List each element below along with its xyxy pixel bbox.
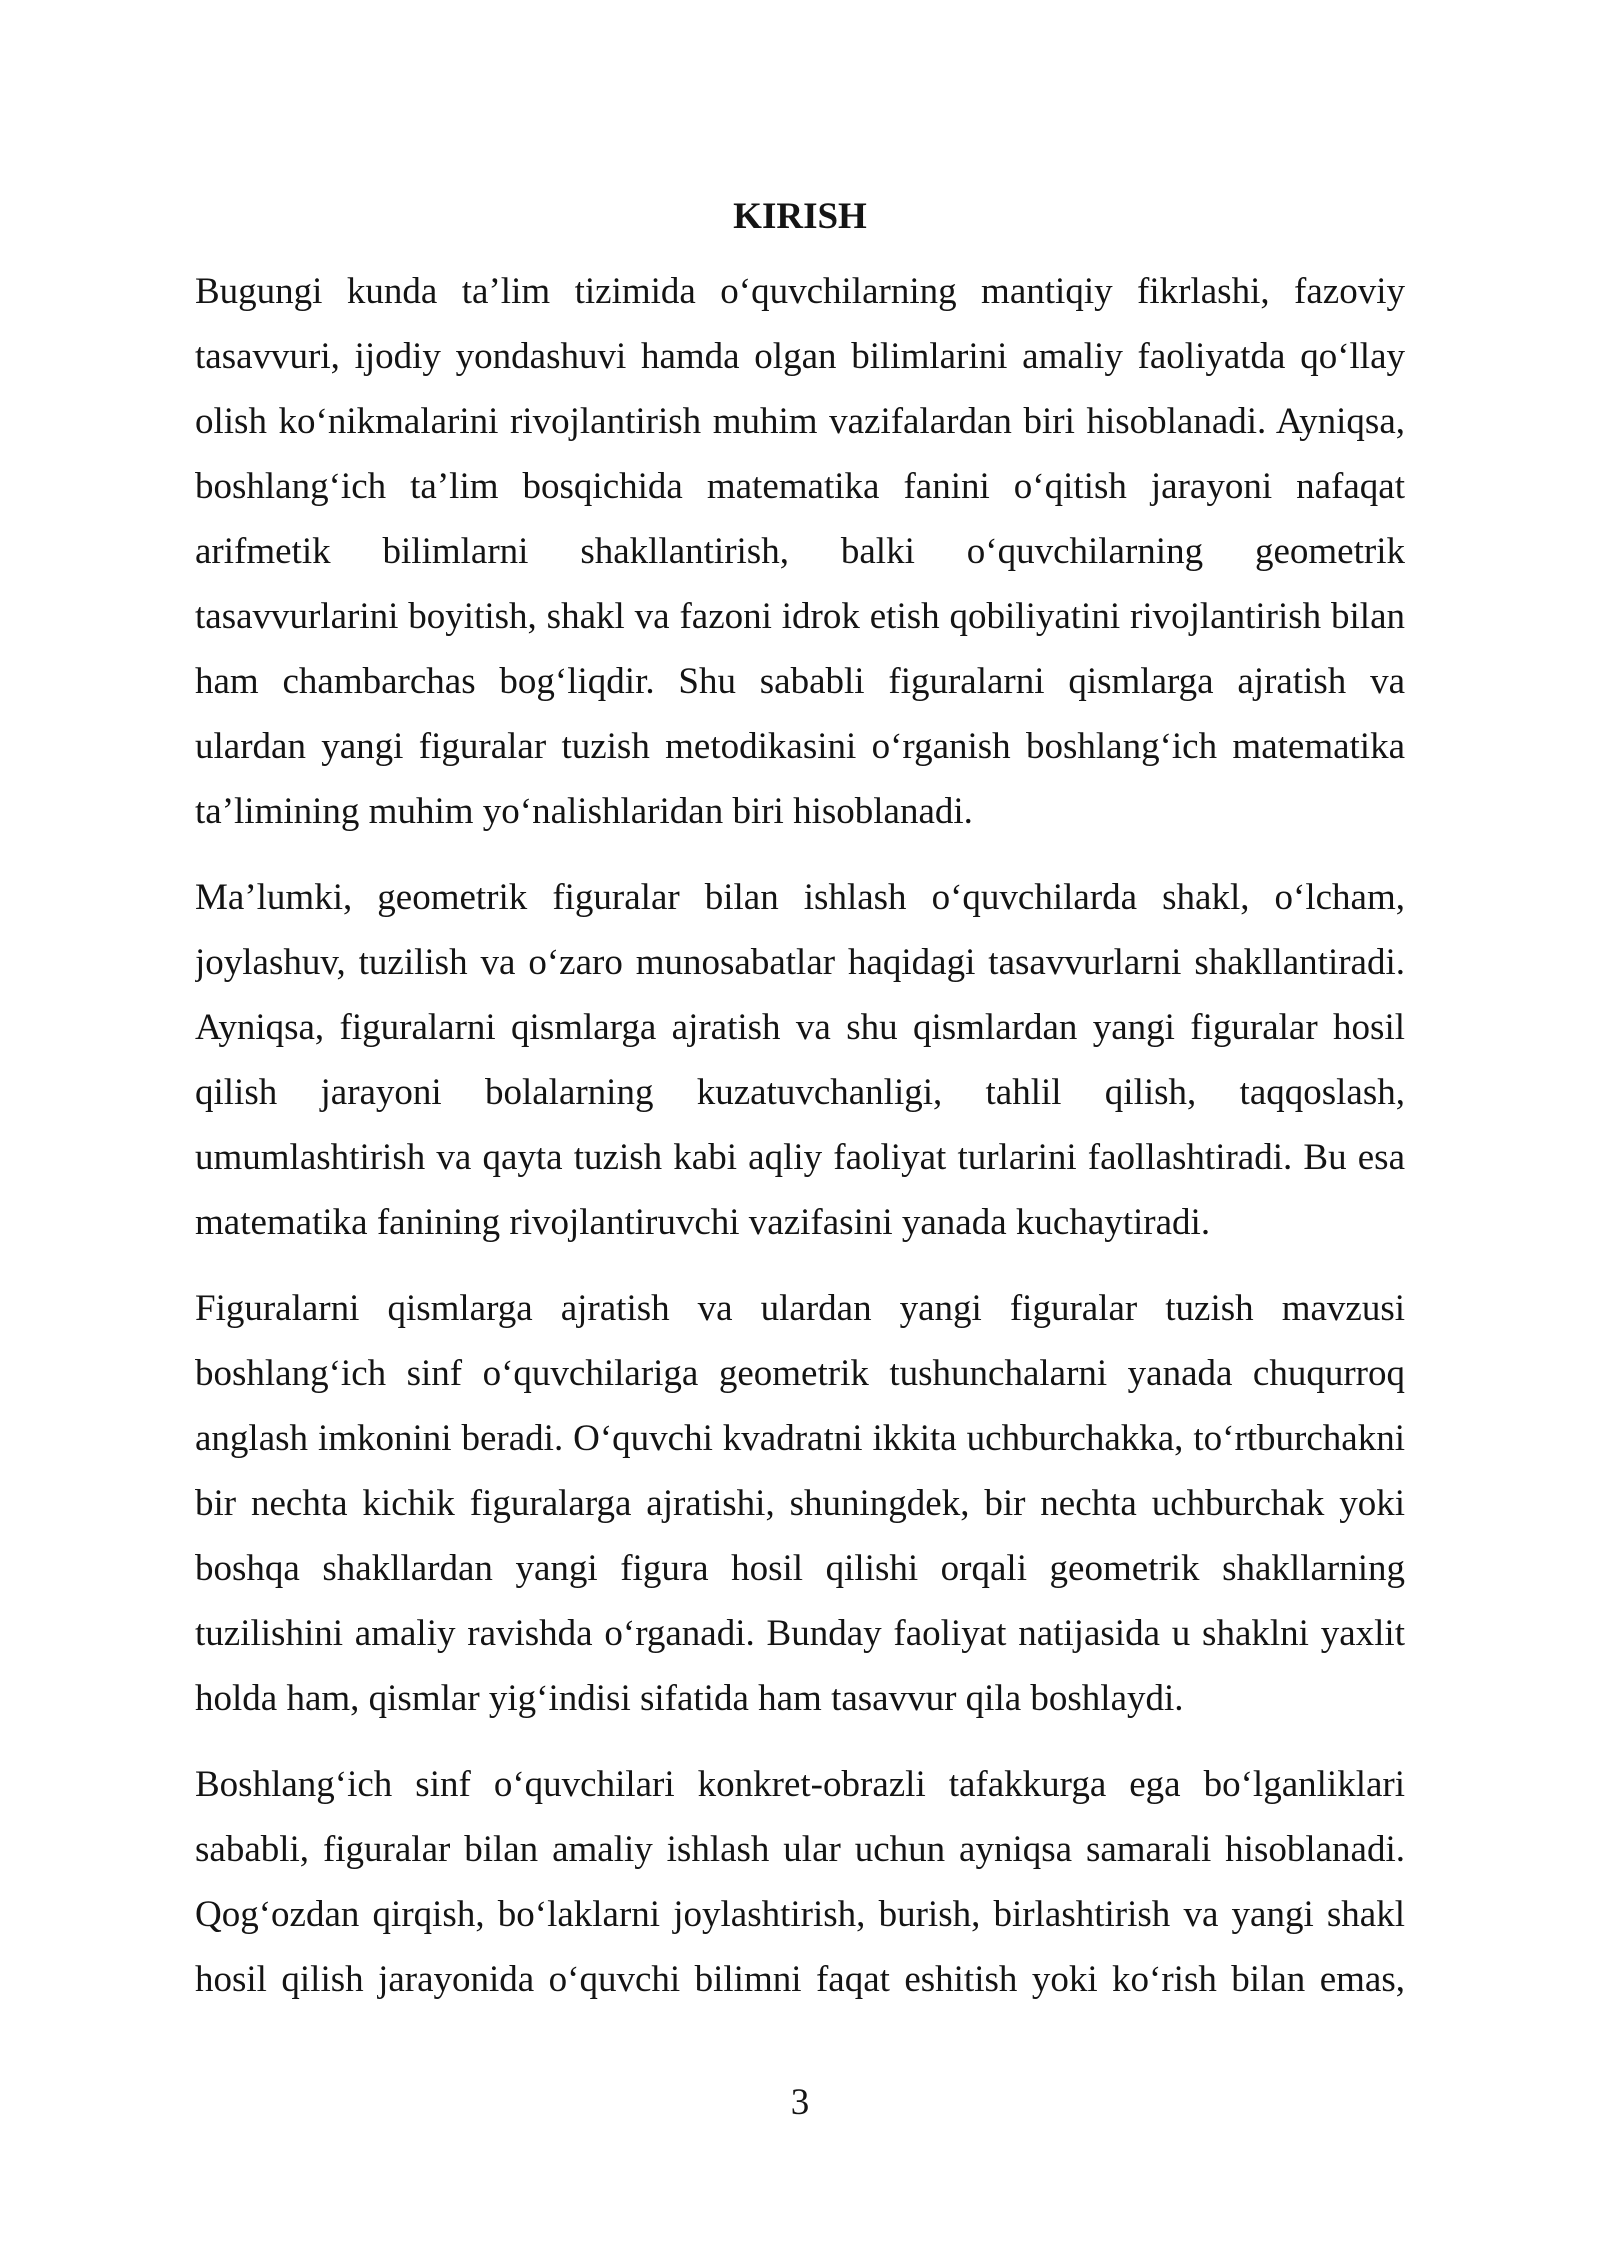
text-line: boshlang‘ich ta’lim bosqichida matematika fanini o‘qitish jarayoni nafaqat: [195, 466, 1405, 507]
text-line: Bugungi kunda ta’lim tizimida o‘quvchilarning mantiqiy fikrlashi, fazoviy: [195, 271, 1405, 312]
text-line: tuzilishini amaliy ravishda o‘rganadi. Bunday faoliyat natijasida u shaklni yaxlit: [195, 1613, 1405, 1654]
text-line: bir nechta kichik figuralarga ajratishi, shuningdek, bir nechta uchburchak yoki: [195, 1483, 1405, 1524]
text-line: hosil qilish jarayonida o‘quvchi bilimni faqat eshitish yoki ko‘rish bilan emas,: [195, 1959, 1405, 2000]
text-line: qilish jarayoni bolalarning kuzatuvchanligi, tahlil qilish, taqqoslash,: [195, 1072, 1405, 1113]
paragraph-1: [195, 259, 1405, 844]
text-line: tasavvurlarini boyitish, shakl va fazoni idrok etish qobiliyatini rivojlantirish bilan: [195, 596, 1405, 637]
paragraph-2: [195, 865, 1405, 1255]
text-line: anglash imkonini beradi. O‘quvchi kvadratni ikkita uchburchakka, to‘rtburchakni: [195, 1418, 1405, 1459]
text-line: ulardan yangi figuralar tuzish metodikasini o‘rganish boshlang‘ich matematika: [195, 726, 1405, 767]
text-line: Qog‘ozdan qirqish, bo‘laklarni joylashtirish, burish, birlashtirish va yangi shakl: [195, 1894, 1405, 1935]
page-body: [195, 184, 1405, 2033]
paragraph-4: [195, 1752, 1405, 2012]
text-line: arifmetik bilimlarni shakllantirish, balki o‘quvchilarning geometrik: [195, 531, 1405, 572]
text-line: ta’limining muhim yo‘nalishlaridan biri hisoblanadi.: [195, 791, 973, 832]
text-line: boshlang‘ich sinf o‘quvchilariga geometrik tushunchalarni yanada chuqurroq: [195, 1353, 1405, 1394]
page-number: 3: [790, 2082, 810, 2123]
text-line: umumlashtirish va qayta tuzish kabi aqliy faoliyat turlarini faollashtiradi. Bu esa: [195, 1137, 1405, 1178]
text-line: Ma’lumki, geometrik figuralar bilan ishlash o‘quvchilarda shakl, o‘lcham,: [195, 877, 1405, 918]
text-line: joylashuv, tuzilish va o‘zaro munosabatlar haqidagi tasavvurlarni shakllantiradi.: [195, 942, 1405, 983]
text-line: olish ko‘nikmalarini rivojlantirish muhim vazifalardan biri hisoblanadi. Ayniqsa,: [195, 401, 1405, 442]
section-heading: KIRISH: [733, 196, 867, 237]
text-line: matematika fanining rivojlantiruvchi vazifasini yanada kuchaytiradi.: [195, 1202, 1211, 1243]
text-line: boshqa shakllardan yangi figura hosil qilishi orqali geometrik shakllarning: [195, 1548, 1405, 1589]
text-line: tasavvuri, ijodiy yondashuvi hamda olgan bilimlarini amaliy faoliyatda qo‘llay: [195, 336, 1405, 377]
text-line: Ayniqsa, figuralarni qismlarga ajratish va shu qismlardan yangi figuralar hosil: [195, 1007, 1405, 1048]
text-line: holda ham, qismlar yig‘indisi sifatida ham tasavvur qila boshlaydi.: [195, 1678, 1184, 1719]
text-line: ham chambarchas bog‘liqdir. Shu sababli figuralarni qismlarga ajratish va: [195, 661, 1405, 702]
text-line: Figuralarni qismlarga ajratish va ulardan yangi figuralar tuzish mavzusi: [195, 1288, 1405, 1329]
text-line: sababli, figuralar bilan amaliy ishlash ular uchun ayniqsa samarali hisoblanadi.: [195, 1829, 1405, 1870]
text-line: Boshlang‘ich sinf o‘quvchilari konkret-obrazli tafakkurga ega bo‘lganliklari: [195, 1764, 1405, 1805]
paragraph-3: [195, 1276, 1405, 1731]
